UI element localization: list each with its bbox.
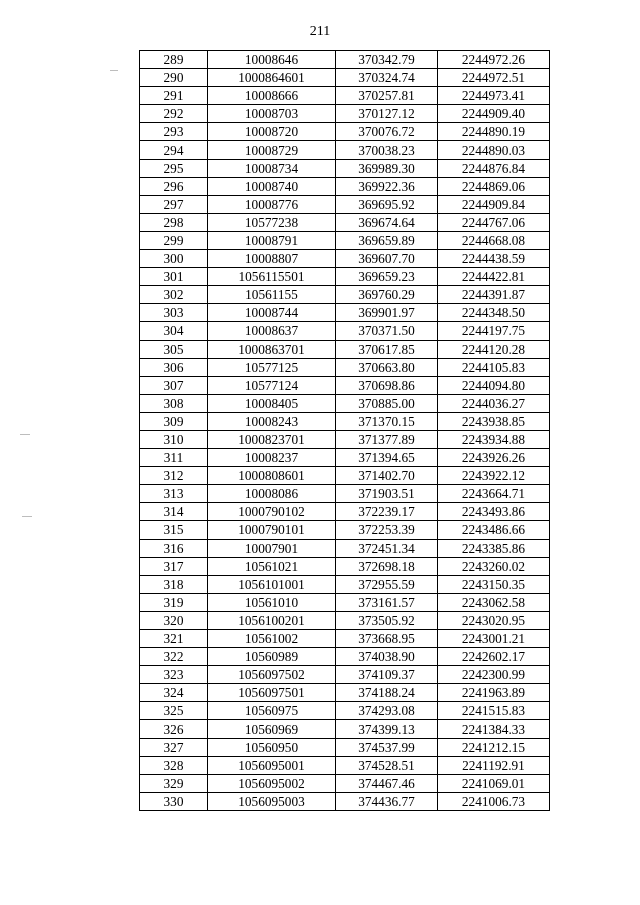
x-coordinate-cell: 370257.81 <box>336 87 438 105</box>
point-id-cell: 10577124 <box>208 376 336 394</box>
x-coordinate-cell: 370127.12 <box>336 105 438 123</box>
point-number-cell: 291 <box>140 87 208 105</box>
point-id-cell: 10008405 <box>208 394 336 412</box>
table-row <box>140 738 550 756</box>
point-number-cell: 299 <box>140 231 208 249</box>
x-coordinate-cell: 370885.00 <box>336 394 438 412</box>
point-number-cell: 328 <box>140 756 208 774</box>
point-id-cell: 1000790102 <box>208 503 336 521</box>
y-coordinate-cell: 2244869.06 <box>438 177 550 195</box>
x-coordinate-cell: 369607.70 <box>336 250 438 268</box>
y-coordinate-cell: 2243001.21 <box>438 630 550 648</box>
point-number-cell: 293 <box>140 123 208 141</box>
point-id-cell: 1056100201 <box>208 611 336 629</box>
y-coordinate-cell: 2242602.17 <box>438 648 550 666</box>
table-row <box>140 684 550 702</box>
table-row <box>140 213 550 231</box>
point-id-cell: 10008807 <box>208 250 336 268</box>
x-coordinate-cell: 374537.99 <box>336 738 438 756</box>
point-id-cell: 10561021 <box>208 557 336 575</box>
x-coordinate-cell: 372451.34 <box>336 539 438 557</box>
table-row <box>140 756 550 774</box>
point-number-cell: 324 <box>140 684 208 702</box>
y-coordinate-cell: 2241963.89 <box>438 684 550 702</box>
table-row <box>140 702 550 720</box>
y-coordinate-cell: 2244036.27 <box>438 394 550 412</box>
point-number-cell: 325 <box>140 702 208 720</box>
x-coordinate-cell: 369901.97 <box>336 304 438 322</box>
x-coordinate-cell: 373505.92 <box>336 611 438 629</box>
point-id-cell: 10561155 <box>208 286 336 304</box>
point-id-cell: 10008744 <box>208 304 336 322</box>
table-row <box>140 250 550 268</box>
point-id-cell: 1056095002 <box>208 774 336 792</box>
point-number-cell: 322 <box>140 648 208 666</box>
point-number-cell: 297 <box>140 195 208 213</box>
x-coordinate-cell: 372239.17 <box>336 503 438 521</box>
point-id-cell: 1000863701 <box>208 340 336 358</box>
point-id-cell: 10008237 <box>208 449 336 467</box>
x-coordinate-cell: 374528.51 <box>336 756 438 774</box>
y-coordinate-cell: 2244973.41 <box>438 87 550 105</box>
point-number-cell: 316 <box>140 539 208 557</box>
y-coordinate-cell: 2243493.86 <box>438 503 550 521</box>
point-number-cell: 301 <box>140 268 208 286</box>
x-coordinate-cell: 372698.18 <box>336 557 438 575</box>
x-coordinate-cell: 371377.89 <box>336 430 438 448</box>
point-number-cell: 315 <box>140 521 208 539</box>
point-number-cell: 326 <box>140 720 208 738</box>
point-id-cell: 10560975 <box>208 702 336 720</box>
x-coordinate-cell: 374467.46 <box>336 774 438 792</box>
y-coordinate-cell: 2241515.83 <box>438 702 550 720</box>
table-row <box>140 87 550 105</box>
y-coordinate-cell: 2243926.26 <box>438 449 550 467</box>
x-coordinate-cell: 369659.23 <box>336 268 438 286</box>
x-coordinate-cell: 374038.90 <box>336 648 438 666</box>
table-row <box>140 123 550 141</box>
point-number-cell: 329 <box>140 774 208 792</box>
y-coordinate-cell: 2243385.86 <box>438 539 550 557</box>
point-id-cell: 10008734 <box>208 159 336 177</box>
table-row <box>140 539 550 557</box>
point-id-cell: 10008720 <box>208 123 336 141</box>
y-coordinate-cell: 2244876.84 <box>438 159 550 177</box>
table-row <box>140 412 550 430</box>
point-number-cell: 303 <box>140 304 208 322</box>
scan-mark <box>20 434 30 435</box>
point-number-cell: 292 <box>140 105 208 123</box>
y-coordinate-cell: 2243150.35 <box>438 575 550 593</box>
x-coordinate-cell: 369659.89 <box>336 231 438 249</box>
point-number-cell: 321 <box>140 630 208 648</box>
y-coordinate-cell: 2244348.50 <box>438 304 550 322</box>
y-coordinate-cell: 2244668.08 <box>438 231 550 249</box>
table-row <box>140 322 550 340</box>
table-row <box>140 630 550 648</box>
table-row <box>140 593 550 611</box>
x-coordinate-cell: 371903.51 <box>336 485 438 503</box>
y-coordinate-cell: 2244909.84 <box>438 195 550 213</box>
table-row <box>140 51 550 69</box>
table-row <box>140 648 550 666</box>
point-id-cell: 1000790101 <box>208 521 336 539</box>
x-coordinate-cell: 369989.30 <box>336 159 438 177</box>
point-number-cell: 313 <box>140 485 208 503</box>
table-row <box>140 304 550 322</box>
x-coordinate-cell: 371394.65 <box>336 449 438 467</box>
y-coordinate-cell: 2241192.91 <box>438 756 550 774</box>
point-id-cell: 1000808601 <box>208 467 336 485</box>
point-id-cell: 1000864601 <box>208 69 336 87</box>
table-row <box>140 792 550 810</box>
point-number-cell: 300 <box>140 250 208 268</box>
x-coordinate-cell: 370371.50 <box>336 322 438 340</box>
y-coordinate-cell: 2244909.40 <box>438 105 550 123</box>
y-coordinate-cell: 2244120.28 <box>438 340 550 358</box>
point-number-cell: 295 <box>140 159 208 177</box>
table-row <box>140 611 550 629</box>
page-number: 211 <box>309 24 331 39</box>
point-id-cell: 10560969 <box>208 720 336 738</box>
table-row <box>140 159 550 177</box>
point-id-cell: 10561010 <box>208 593 336 611</box>
y-coordinate-cell: 2243934.88 <box>438 430 550 448</box>
point-id-cell: 1056095003 <box>208 792 336 810</box>
y-coordinate-cell: 2243922.12 <box>438 467 550 485</box>
point-id-cell: 10008666 <box>208 87 336 105</box>
y-coordinate-cell: 2243664.71 <box>438 485 550 503</box>
x-coordinate-cell: 373668.95 <box>336 630 438 648</box>
x-coordinate-cell: 371370.15 <box>336 412 438 430</box>
point-id-cell: 1000823701 <box>208 430 336 448</box>
x-coordinate-cell: 370342.79 <box>336 51 438 69</box>
x-coordinate-cell: 374109.37 <box>336 666 438 684</box>
point-number-cell: 307 <box>140 376 208 394</box>
point-number-cell: 294 <box>140 141 208 159</box>
y-coordinate-cell: 2241069.01 <box>438 774 550 792</box>
point-id-cell: 10577238 <box>208 213 336 231</box>
point-id-cell: 10577125 <box>208 358 336 376</box>
point-id-cell: 10008729 <box>208 141 336 159</box>
table-row <box>140 485 550 503</box>
scan-mark <box>110 70 118 71</box>
table-row <box>140 141 550 159</box>
point-id-cell: 10008646 <box>208 51 336 69</box>
y-coordinate-cell: 2242300.99 <box>438 666 550 684</box>
point-id-cell: 10008086 <box>208 485 336 503</box>
point-number-cell: 308 <box>140 394 208 412</box>
point-number-cell: 304 <box>140 322 208 340</box>
table-row <box>140 521 550 539</box>
point-id-cell: 1056115501 <box>208 268 336 286</box>
x-coordinate-cell: 370698.86 <box>336 376 438 394</box>
table-row <box>140 105 550 123</box>
y-coordinate-cell: 2244438.59 <box>438 250 550 268</box>
x-coordinate-cell: 369674.64 <box>336 213 438 231</box>
point-number-cell: 319 <box>140 593 208 611</box>
point-id-cell: 10008740 <box>208 177 336 195</box>
table-row <box>140 430 550 448</box>
table-row <box>140 195 550 213</box>
point-number-cell: 298 <box>140 213 208 231</box>
point-number-cell: 302 <box>140 286 208 304</box>
point-number-cell: 296 <box>140 177 208 195</box>
y-coordinate-cell: 2244890.03 <box>438 141 550 159</box>
table-row <box>140 376 550 394</box>
point-number-cell: 306 <box>140 358 208 376</box>
point-number-cell: 289 <box>140 51 208 69</box>
table-row <box>140 177 550 195</box>
x-coordinate-cell: 371402.70 <box>336 467 438 485</box>
y-coordinate-cell: 2244972.51 <box>438 69 550 87</box>
table-row <box>140 231 550 249</box>
point-number-cell: 311 <box>140 449 208 467</box>
y-coordinate-cell: 2241212.15 <box>438 738 550 756</box>
point-number-cell: 290 <box>140 69 208 87</box>
point-number-cell: 317 <box>140 557 208 575</box>
x-coordinate-cell: 374436.77 <box>336 792 438 810</box>
point-number-cell: 327 <box>140 738 208 756</box>
point-id-cell: 1056097502 <box>208 666 336 684</box>
point-id-cell: 10008703 <box>208 105 336 123</box>
point-number-cell: 330 <box>140 792 208 810</box>
y-coordinate-cell: 2244890.19 <box>438 123 550 141</box>
table-row <box>140 575 550 593</box>
table-row <box>140 503 550 521</box>
point-id-cell: 10008791 <box>208 231 336 249</box>
x-coordinate-cell: 372955.59 <box>336 575 438 593</box>
point-number-cell: 314 <box>140 503 208 521</box>
x-coordinate-cell: 374188.24 <box>336 684 438 702</box>
x-coordinate-cell: 374399.13 <box>336 720 438 738</box>
y-coordinate-cell: 2244767.06 <box>438 213 550 231</box>
y-coordinate-cell: 2244197.75 <box>438 322 550 340</box>
point-number-cell: 305 <box>140 340 208 358</box>
point-number-cell: 318 <box>140 575 208 593</box>
point-id-cell: 1056097501 <box>208 684 336 702</box>
point-id-cell: 1056095001 <box>208 756 336 774</box>
scan-mark <box>22 516 32 517</box>
x-coordinate-cell: 370038.23 <box>336 141 438 159</box>
point-id-cell: 10007901 <box>208 539 336 557</box>
table-row <box>140 340 550 358</box>
point-number-cell: 309 <box>140 412 208 430</box>
table-body <box>140 51 550 811</box>
table-row <box>140 268 550 286</box>
table-row <box>140 666 550 684</box>
x-coordinate-cell: 369695.92 <box>336 195 438 213</box>
point-id-cell: 10560950 <box>208 738 336 756</box>
x-coordinate-cell: 374293.08 <box>336 702 438 720</box>
table-row <box>140 774 550 792</box>
y-coordinate-cell: 2243020.95 <box>438 611 550 629</box>
table-row <box>140 720 550 738</box>
point-number-cell: 320 <box>140 611 208 629</box>
x-coordinate-cell: 370076.72 <box>336 123 438 141</box>
x-coordinate-cell: 370663.80 <box>336 358 438 376</box>
x-coordinate-cell: 370324.74 <box>336 69 438 87</box>
y-coordinate-cell: 2243486.66 <box>438 521 550 539</box>
table-row <box>140 286 550 304</box>
point-number-cell: 310 <box>140 430 208 448</box>
coordinates-table <box>139 50 550 811</box>
table-row <box>140 557 550 575</box>
y-coordinate-cell: 2243938.85 <box>438 412 550 430</box>
point-number-cell: 323 <box>140 666 208 684</box>
y-coordinate-cell: 2244094.80 <box>438 376 550 394</box>
table-row <box>140 467 550 485</box>
y-coordinate-cell: 2244391.87 <box>438 286 550 304</box>
y-coordinate-cell: 2241384.33 <box>438 720 550 738</box>
point-id-cell: 10008637 <box>208 322 336 340</box>
point-id-cell: 1056101001 <box>208 575 336 593</box>
point-id-cell: 10008243 <box>208 412 336 430</box>
y-coordinate-cell: 2244422.81 <box>438 268 550 286</box>
y-coordinate-cell: 2244105.83 <box>438 358 550 376</box>
point-id-cell: 10008776 <box>208 195 336 213</box>
point-id-cell: 10560989 <box>208 648 336 666</box>
point-id-cell: 10561002 <box>208 630 336 648</box>
table-row <box>140 69 550 87</box>
x-coordinate-cell: 372253.39 <box>336 521 438 539</box>
table-row <box>140 449 550 467</box>
y-coordinate-cell: 2243260.02 <box>438 557 550 575</box>
y-coordinate-cell: 2243062.58 <box>438 593 550 611</box>
x-coordinate-cell: 370617.85 <box>336 340 438 358</box>
point-number-cell: 312 <box>140 467 208 485</box>
x-coordinate-cell: 373161.57 <box>336 593 438 611</box>
table-row <box>140 394 550 412</box>
y-coordinate-cell: 2241006.73 <box>438 792 550 810</box>
table-row <box>140 358 550 376</box>
x-coordinate-cell: 369760.29 <box>336 286 438 304</box>
y-coordinate-cell: 2244972.26 <box>438 51 550 69</box>
x-coordinate-cell: 369922.36 <box>336 177 438 195</box>
